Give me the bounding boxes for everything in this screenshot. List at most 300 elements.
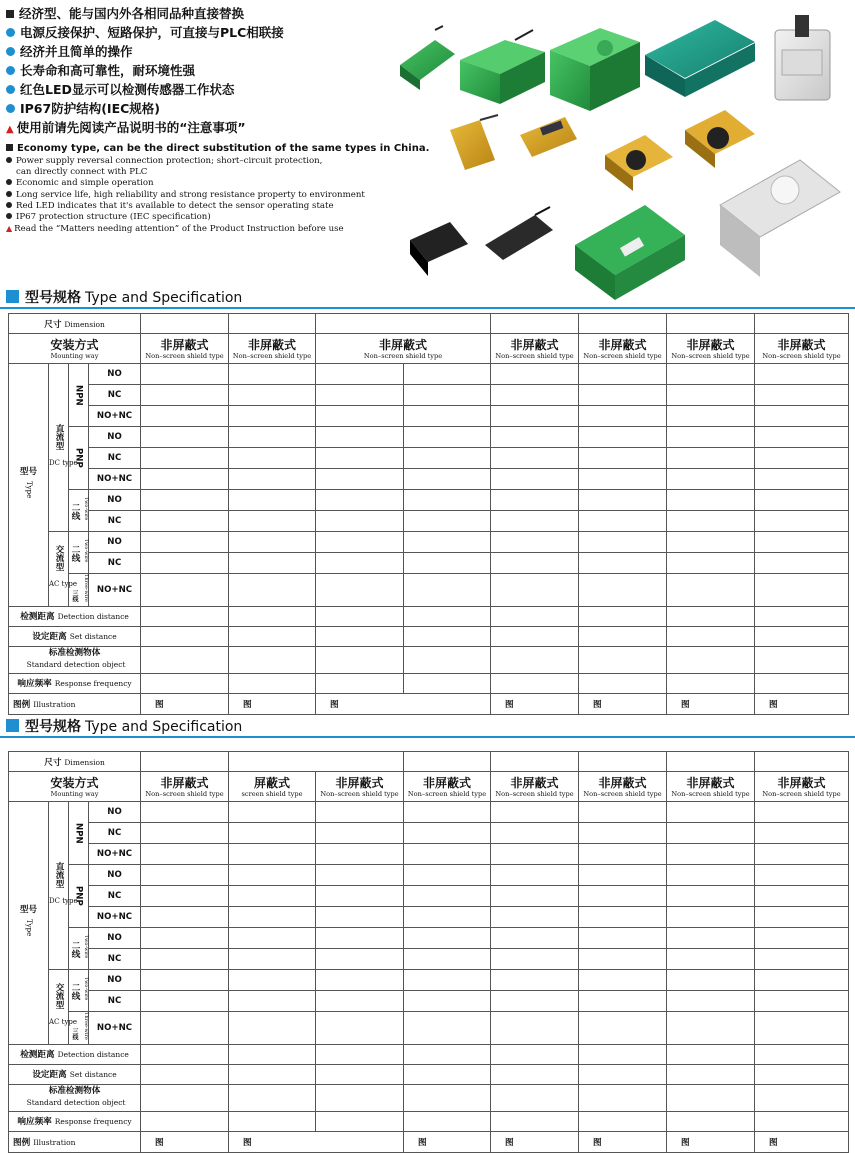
mounting-type: 屏蔽式 screen shield type bbox=[229, 772, 316, 802]
model-cell bbox=[667, 574, 755, 607]
model-row bbox=[9, 406, 849, 427]
model-cell bbox=[579, 553, 667, 574]
mounting-type: 非屏蔽式 Non–screen shield type bbox=[579, 772, 667, 802]
model-cell bbox=[667, 844, 755, 865]
model-cell bbox=[316, 532, 404, 553]
dimension-value bbox=[404, 752, 491, 772]
model-cell bbox=[755, 802, 849, 823]
feature-en-item: IP67 protection structure (IEC specification) bbox=[6, 212, 416, 223]
model-cell bbox=[316, 364, 404, 385]
three-wire-label: 三线 Three-wire bbox=[69, 1012, 89, 1045]
model-cell bbox=[316, 574, 404, 607]
detect-row-value bbox=[491, 606, 579, 626]
response-value bbox=[667, 673, 755, 693]
set-distance-row-value bbox=[229, 626, 316, 646]
model-cell bbox=[755, 970, 849, 991]
model-cell bbox=[404, 385, 491, 406]
dc-label: 直流型 DC type bbox=[49, 364, 69, 532]
model-cell bbox=[229, 553, 316, 574]
model-cell bbox=[491, 844, 579, 865]
detect-row-value bbox=[755, 606, 849, 626]
model-cell bbox=[141, 823, 229, 844]
dimension-value bbox=[667, 752, 755, 772]
response-row bbox=[9, 1111, 849, 1131]
model-row bbox=[9, 907, 849, 928]
model-cell bbox=[229, 865, 316, 886]
model-cell bbox=[316, 448, 404, 469]
model-cell bbox=[579, 385, 667, 406]
model-row bbox=[9, 553, 849, 574]
output-label: NO bbox=[89, 802, 141, 823]
std-object-value bbox=[404, 1084, 491, 1111]
response-value bbox=[141, 673, 229, 693]
model-cell bbox=[491, 427, 579, 448]
feature-zh-notice: ▲ 使用前请先阅读产品说明书的“注意事项” bbox=[6, 120, 246, 135]
illustration-label: 图例 Illustration bbox=[9, 693, 141, 714]
model-cell bbox=[491, 385, 579, 406]
response-row bbox=[9, 673, 849, 693]
dimension-value bbox=[579, 752, 667, 772]
set-distance-row-label: 设定距离 Set distance bbox=[9, 626, 141, 646]
green-box-sensor-icon bbox=[575, 205, 685, 300]
model-cell bbox=[404, 406, 491, 427]
model-cell bbox=[491, 823, 579, 844]
model-cell bbox=[579, 949, 667, 970]
model-row bbox=[9, 574, 849, 607]
model-row bbox=[9, 991, 849, 1012]
model-cell bbox=[579, 532, 667, 553]
model-cell bbox=[755, 844, 849, 865]
model-cell bbox=[667, 928, 755, 949]
model-row bbox=[9, 385, 849, 406]
model-cell bbox=[316, 844, 404, 865]
section-divider bbox=[0, 307, 855, 309]
output-label: NC bbox=[89, 448, 141, 469]
model-cell bbox=[229, 574, 316, 607]
model-cell bbox=[316, 907, 404, 928]
set-distance-row-value bbox=[141, 626, 229, 646]
std-object-label: 标准检测物体 Standard detection object bbox=[9, 1084, 141, 1111]
model-cell bbox=[316, 991, 404, 1012]
std-object-value bbox=[229, 646, 316, 673]
illustration-ref: 图 bbox=[316, 693, 491, 714]
model-row bbox=[9, 844, 849, 865]
model-cell bbox=[755, 886, 849, 907]
model-cell bbox=[755, 928, 849, 949]
model-cell bbox=[141, 802, 229, 823]
illustration-ref: 图 bbox=[404, 1131, 491, 1152]
model-cell bbox=[667, 364, 755, 385]
model-cell bbox=[491, 469, 579, 490]
model-cell bbox=[491, 928, 579, 949]
model-cell bbox=[141, 511, 229, 532]
output-label: NO+NC bbox=[89, 1012, 141, 1045]
model-cell bbox=[316, 385, 404, 406]
feature-zh-title: 经济型、能与国内外各相同品种直接替换 bbox=[6, 4, 416, 23]
model-cell bbox=[404, 574, 491, 607]
model-cell bbox=[141, 385, 229, 406]
detect-row-value bbox=[404, 1044, 491, 1064]
set-distance-row-value bbox=[404, 626, 491, 646]
std-object-value bbox=[579, 1084, 667, 1111]
model-cell bbox=[667, 532, 755, 553]
model-cell bbox=[491, 802, 579, 823]
section-marker-icon bbox=[6, 290, 19, 303]
std-object-value bbox=[755, 1084, 849, 1111]
set-distance-row bbox=[9, 626, 849, 646]
model-row bbox=[9, 532, 849, 553]
model-cell bbox=[229, 949, 316, 970]
feature-en-item: Power supply reversal connection protection; short–circuit protection, bbox=[6, 156, 416, 167]
model-cell bbox=[579, 364, 667, 385]
std-object-value bbox=[141, 1084, 229, 1111]
std-object-row bbox=[9, 646, 849, 673]
response-value bbox=[229, 673, 316, 693]
model-cell bbox=[755, 448, 849, 469]
ac-label: 交流型 AC type bbox=[49, 970, 69, 1045]
model-cell bbox=[316, 511, 404, 532]
model-row bbox=[9, 364, 849, 385]
output-label: NO+NC bbox=[89, 574, 141, 607]
model-cell bbox=[491, 907, 579, 928]
std-object-row bbox=[9, 1084, 849, 1111]
mounting-type: 非屏蔽式 Non–screen shield type bbox=[404, 772, 491, 802]
detect-row-value bbox=[316, 1044, 404, 1064]
model-cell bbox=[229, 532, 316, 553]
square-bullet-icon bbox=[6, 10, 14, 18]
dimension-label: 尺寸 Dimension bbox=[9, 752, 141, 772]
set-distance-row-value bbox=[316, 626, 404, 646]
model-cell bbox=[316, 949, 404, 970]
model-cell bbox=[404, 1012, 491, 1045]
model-cell bbox=[491, 553, 579, 574]
std-object-value bbox=[491, 1084, 579, 1111]
model-row bbox=[9, 511, 849, 532]
std-object-label: 标准检测物体 Standard detection object bbox=[9, 646, 141, 673]
model-row bbox=[9, 865, 849, 886]
model-cell bbox=[755, 511, 849, 532]
model-cell bbox=[404, 970, 491, 991]
model-cell bbox=[316, 469, 404, 490]
dimension-value bbox=[579, 314, 667, 334]
model-cell bbox=[141, 844, 229, 865]
set-distance-row-value bbox=[229, 1064, 316, 1084]
output-label: NC bbox=[89, 949, 141, 970]
model-row bbox=[9, 469, 849, 490]
model-row bbox=[9, 970, 849, 991]
model-cell bbox=[755, 364, 849, 385]
model-cell bbox=[404, 802, 491, 823]
model-cell bbox=[579, 802, 667, 823]
set-distance-row-value bbox=[491, 1064, 579, 1084]
section-title-1: 型号规格 Type and Specification bbox=[6, 287, 242, 307]
model-cell bbox=[316, 802, 404, 823]
bullet-icon bbox=[6, 104, 15, 113]
spec-table-1 bbox=[8, 313, 849, 715]
two-wire-label: 二线 Two-wire bbox=[69, 490, 89, 532]
model-cell bbox=[755, 574, 849, 607]
model-cell bbox=[579, 970, 667, 991]
two-wire-label: 二线 Two-wire bbox=[69, 970, 89, 1012]
mounting-row bbox=[9, 772, 849, 802]
dc-label: 直流型 DC type bbox=[49, 802, 69, 970]
detect-row bbox=[9, 1044, 849, 1064]
set-distance-row-value bbox=[755, 626, 849, 646]
response-value bbox=[404, 673, 491, 693]
white-limit-switch-icon bbox=[775, 15, 830, 100]
model-cell bbox=[141, 991, 229, 1012]
mounting-type: 非屏蔽式 Non–screen shield type bbox=[316, 772, 404, 802]
model-cell bbox=[491, 511, 579, 532]
model-cell bbox=[755, 991, 849, 1012]
illustration-ref: 图 bbox=[141, 693, 229, 714]
detect-row-label: 检测距离 Detection distance bbox=[9, 1044, 141, 1064]
model-cell bbox=[141, 553, 229, 574]
set-distance-row-value bbox=[579, 626, 667, 646]
model-row bbox=[9, 886, 849, 907]
response-value bbox=[755, 1111, 849, 1131]
model-cell bbox=[579, 406, 667, 427]
model-cell bbox=[667, 1012, 755, 1045]
detect-row-value bbox=[491, 1044, 579, 1064]
detect-row-value bbox=[667, 606, 755, 626]
section-marker-icon bbox=[6, 719, 19, 732]
model-cell bbox=[316, 406, 404, 427]
dimension-value bbox=[667, 314, 755, 334]
model-row bbox=[9, 802, 849, 823]
npn-label: NPN bbox=[69, 802, 89, 865]
model-cell bbox=[491, 949, 579, 970]
model-cell bbox=[141, 364, 229, 385]
output-label: NC bbox=[89, 823, 141, 844]
mounting-type: 非屏蔽式 Non–screen shield type bbox=[755, 772, 849, 802]
model-cell bbox=[491, 448, 579, 469]
response-value bbox=[579, 673, 667, 693]
dimension-value bbox=[229, 314, 316, 334]
model-cell bbox=[141, 532, 229, 553]
illustration-ref: 图 bbox=[141, 1131, 229, 1152]
yellow-flat-sensor-icon bbox=[520, 117, 577, 157]
illustration-ref: 图 bbox=[491, 693, 579, 714]
model-cell bbox=[667, 865, 755, 886]
feature-zh-item: 电源反接保护、短路保护，可直接与PLC相联接 bbox=[6, 23, 416, 42]
std-object-value bbox=[229, 1084, 316, 1111]
response-value bbox=[316, 673, 404, 693]
model-cell bbox=[579, 448, 667, 469]
illustration-ref: 图 bbox=[579, 693, 667, 714]
model-cell bbox=[579, 907, 667, 928]
model-cell bbox=[667, 970, 755, 991]
model-cell bbox=[404, 991, 491, 1012]
bullet-icon bbox=[6, 66, 15, 75]
mounting-type: 非屏蔽式 Non–screen shield type bbox=[141, 772, 229, 802]
detect-row-value bbox=[404, 606, 491, 626]
model-cell bbox=[316, 490, 404, 511]
model-cell bbox=[667, 385, 755, 406]
dimension-value bbox=[491, 314, 579, 334]
warning-triangle-icon: ▲ bbox=[6, 224, 13, 234]
output-label: NC bbox=[89, 886, 141, 907]
model-cell bbox=[229, 364, 316, 385]
response-value bbox=[316, 1111, 404, 1131]
model-row bbox=[9, 928, 849, 949]
detect-row-value bbox=[229, 606, 316, 626]
model-cell bbox=[141, 490, 229, 511]
feature-en-title: Economy type, can be the direct substitution of the same types in China. bbox=[6, 142, 416, 156]
output-label: NO+NC bbox=[89, 406, 141, 427]
bullet-icon bbox=[6, 157, 12, 163]
output-label: NC bbox=[89, 511, 141, 532]
model-cell bbox=[229, 427, 316, 448]
model-cell bbox=[404, 928, 491, 949]
feature-zh-item: IP67防护结构(IEC规格) bbox=[6, 99, 416, 118]
model-cell bbox=[404, 469, 491, 490]
black-sensor-icon bbox=[410, 222, 468, 276]
set-distance-row-value bbox=[141, 1064, 229, 1084]
model-cell bbox=[491, 364, 579, 385]
mounting-type: 非屏蔽式 Non–screen shield type bbox=[491, 772, 579, 802]
model-cell bbox=[141, 1012, 229, 1045]
dimension-value bbox=[141, 752, 229, 772]
model-cell bbox=[404, 844, 491, 865]
warning-triangle-icon: ▲ bbox=[6, 124, 14, 135]
illustration-ref: 图 bbox=[755, 1131, 849, 1152]
output-label: NC bbox=[89, 991, 141, 1012]
response-value bbox=[667, 1111, 755, 1131]
detect-row-value bbox=[141, 606, 229, 626]
model-cell bbox=[579, 844, 667, 865]
mounting-type: 非屏蔽式 Non–screen shield type bbox=[141, 334, 229, 364]
model-cell bbox=[579, 928, 667, 949]
std-object-value bbox=[316, 1084, 404, 1111]
pnp-label: PNP bbox=[69, 427, 89, 490]
model-cell bbox=[667, 427, 755, 448]
green-sensor-medium-icon bbox=[460, 30, 545, 104]
model-cell bbox=[755, 385, 849, 406]
model-cell bbox=[491, 490, 579, 511]
model-cell bbox=[316, 823, 404, 844]
output-label: NO bbox=[89, 928, 141, 949]
product-photo-collage bbox=[390, 10, 850, 300]
model-cell bbox=[491, 574, 579, 607]
model-cell bbox=[404, 823, 491, 844]
model-cell bbox=[316, 886, 404, 907]
output-label: NO bbox=[89, 865, 141, 886]
response-value bbox=[491, 1111, 579, 1131]
model-cell bbox=[141, 448, 229, 469]
model-cell bbox=[491, 532, 579, 553]
dimension-row bbox=[9, 314, 849, 334]
model-cell bbox=[755, 406, 849, 427]
illustration-ref: 图 bbox=[229, 693, 316, 714]
black-flat-sensor-icon bbox=[485, 207, 553, 260]
yellow-square-sensor-icon bbox=[685, 110, 755, 168]
mounting-label: 安装方式 Mounting way bbox=[9, 772, 141, 802]
response-value bbox=[404, 1111, 491, 1131]
model-cell bbox=[316, 970, 404, 991]
model-cell bbox=[667, 886, 755, 907]
model-cell bbox=[316, 427, 404, 448]
model-cell bbox=[667, 448, 755, 469]
illustration-ref: 图 bbox=[491, 1131, 579, 1152]
feature-zh-item: 红色LED显示可以检测传感器工作状态 bbox=[6, 80, 416, 99]
set-distance-row-value bbox=[404, 1064, 491, 1084]
model-cell bbox=[579, 823, 667, 844]
std-object-value bbox=[667, 646, 755, 673]
bullet-icon bbox=[6, 28, 15, 37]
model-cell bbox=[141, 406, 229, 427]
model-cell bbox=[229, 886, 316, 907]
response-label: 响应频率 Response frequency bbox=[9, 673, 141, 693]
model-cell bbox=[404, 886, 491, 907]
yellow-square-sensor-icon bbox=[605, 135, 673, 191]
output-label: NO bbox=[89, 970, 141, 991]
output-label: NO+NC bbox=[89, 907, 141, 928]
mounting-type: 非屏蔽式 Non–screen shield type bbox=[755, 334, 849, 364]
model-row bbox=[9, 490, 849, 511]
output-label: NO+NC bbox=[89, 844, 141, 865]
set-distance-row-label: 设定距离 Set distance bbox=[9, 1064, 141, 1084]
set-distance-row-value bbox=[579, 1064, 667, 1084]
model-cell bbox=[404, 490, 491, 511]
dimension-value bbox=[755, 314, 849, 334]
output-label: NO bbox=[89, 427, 141, 448]
std-object-value bbox=[755, 646, 849, 673]
model-cell bbox=[667, 511, 755, 532]
model-cell bbox=[316, 928, 404, 949]
model-cell bbox=[141, 574, 229, 607]
model-cell bbox=[229, 823, 316, 844]
model-cell bbox=[579, 427, 667, 448]
model-cell bbox=[229, 490, 316, 511]
dimension-value bbox=[755, 752, 849, 772]
feature-en-item: can directly connect with PLC bbox=[16, 167, 148, 178]
mounting-row bbox=[9, 334, 849, 364]
model-cell bbox=[229, 385, 316, 406]
model-cell bbox=[755, 469, 849, 490]
model-cell bbox=[404, 907, 491, 928]
std-object-value bbox=[491, 646, 579, 673]
pnp-label: PNP bbox=[69, 865, 89, 928]
model-cell bbox=[141, 865, 229, 886]
model-cell bbox=[491, 406, 579, 427]
model-cell bbox=[404, 448, 491, 469]
mounting-type: 非屏蔽式 Non–screen shield type bbox=[667, 772, 755, 802]
model-cell bbox=[141, 427, 229, 448]
model-cell bbox=[667, 490, 755, 511]
dimension-value bbox=[491, 752, 579, 772]
dimension-value bbox=[229, 752, 404, 772]
response-value bbox=[579, 1111, 667, 1131]
response-value bbox=[141, 1111, 229, 1131]
model-cell bbox=[491, 865, 579, 886]
model-cell bbox=[755, 823, 849, 844]
mounting-type: 非屏蔽式 Non–screen shield type bbox=[229, 334, 316, 364]
illustration-row bbox=[9, 1131, 849, 1152]
detect-row-value bbox=[316, 606, 404, 626]
model-cell bbox=[579, 865, 667, 886]
illustration-ref: 图 bbox=[579, 1131, 667, 1152]
model-cell bbox=[229, 511, 316, 532]
detect-row-value bbox=[229, 1044, 316, 1064]
feature-zh-item: 长寿命和高可靠性，耐环境性强 bbox=[6, 61, 416, 80]
model-row bbox=[9, 823, 849, 844]
model-cell bbox=[316, 553, 404, 574]
green-sensor-small-icon bbox=[400, 26, 455, 90]
model-cell bbox=[667, 823, 755, 844]
output-label: NC bbox=[89, 553, 141, 574]
response-label: 响应频率 Response frequency bbox=[9, 1111, 141, 1131]
